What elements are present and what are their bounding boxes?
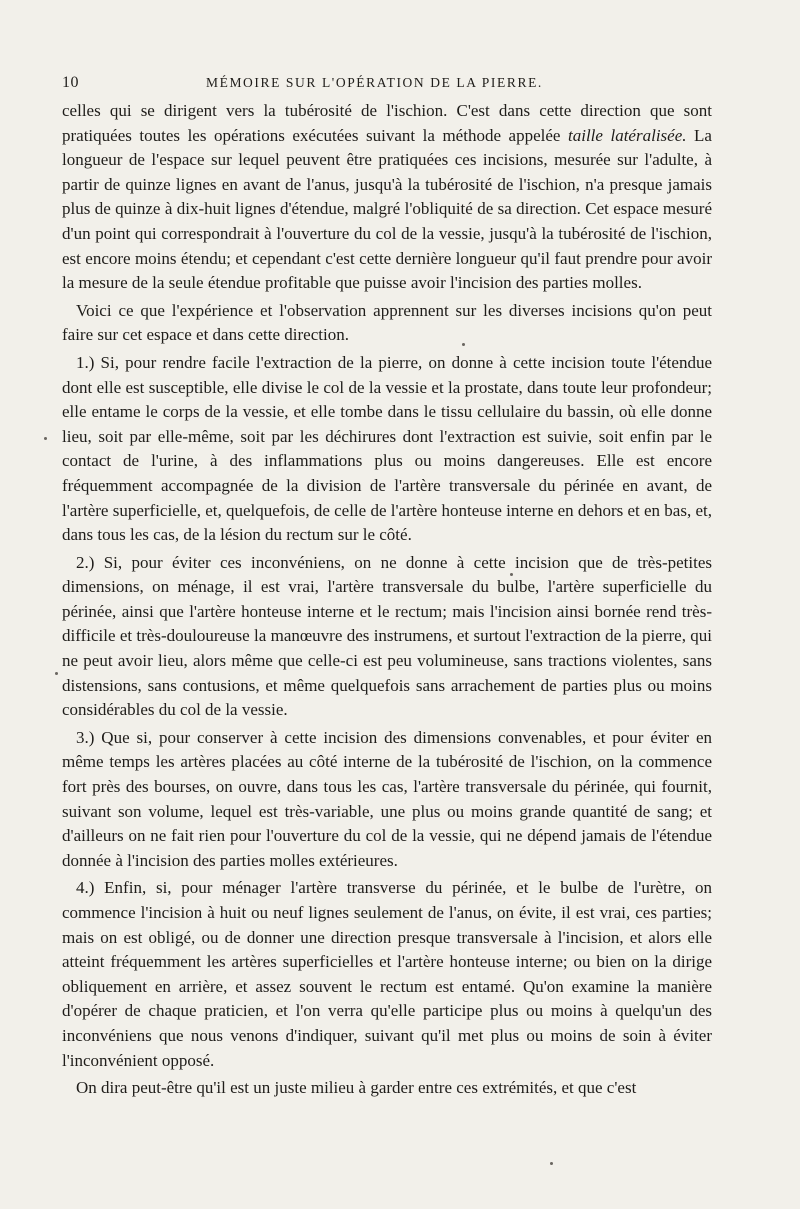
paragraph: Voici ce que l'expérience et l'observation apprennent sur les diverses incisions qu'on peut faire sur cet espace et dans cette direction. <box>62 300 712 345</box>
paragraph-text: La longueur de l'espace sur lequel peuvent être pratiquées ces incisions, mesurée sur l'adulte, à partir de quinze lignes en avant de l'anus, jusqu'à la tubérosité de l'ischion, n'a presque jamais plus de quinze à dix-huit lignes d'étendue, malgré l'obliquité de sa direction. Cet espace mesuré d'un point qui correspondrait à l'ouverture du col de la vessie, jusqu'à la tubérosité de l'ischion, est encore moins étendu; et cependant c'est cette dernière longueur qu'il faut prendre pour avoir la mesure de la seule étendue profitable que puisse avoir l'incision des parties molles. <box>62 125 712 293</box>
paragraph-text: celles qui se dirigent vers la tubérosité de l'ischion. C'est dans cette direction que sont pratiquées toutes les opérations exécutées suivant la méthode appelée <box>62 101 712 145</box>
paper-speck <box>462 343 465 346</box>
paragraph-continuation <box>62 99 712 296</box>
page-number: 10 <box>62 74 79 91</box>
paper-speck <box>55 672 58 675</box>
body-text <box>62 99 712 1104</box>
running-title: MÉMOIRE SUR L'OPÉRATION DE LA PIERRE. <box>206 75 543 90</box>
paragraph-item-4: 4.) Enfin, si, pour ménager l'artère transverse du périnée, et le bulbe de l'urètre, on commence l'incision à huit ou neuf lignes seulement de l'anus, on évite, il est vrai, ces parties; mais on est obligé, ou de donner une direction presque transversale à l'incision, et alors elle atteint fréquemment les artères superficielles et l'artère honteuse interne; ou bien on la dirige obliquement en arrière, et assez souvent le rectum est entamé. Qu'on examine la manière d'opérer de chaque praticien, et l'on verra qu'elle participe plus ou moins à quelqu'un des inconvéniens que nous venons d'indiquer, suivant qu'il met plus ou moins de soin à éviter l'inconvénient opposé. <box>62 878 712 1070</box>
paragraph-item-2: 2.) Si, pour éviter ces inconvéniens, on ne donne à cette incision que de très-petites dimensions, on ménage, il est vrai, l'artère transversale du bulbe, l'artère superficielle du périnée, ainsi que l'artère honteuse interne et le rectum; mais l'incision ainsi bornée rend très-difficile et très-douloureuse la manœuvre des instrumens, et surtout l'extraction de la pierre, qui ne peut avoir lieu, alors même que celle-ci est peu volumineuse, sans tractions violentes, sans distensions, sans contusions, et même quelquefois sans arrachement de parties plus ou moins considérables du col de la vessie. <box>62 552 712 720</box>
paragraph-last: On dira peut-être qu'il est un juste milieu à garder entre ces extrémités, et que c'est <box>76 1078 637 1098</box>
page-header <box>62 74 712 94</box>
paragraph-item-3: 3.) Que si, pour conserver à cette incision des dimensions convenables, et pour éviter en même temps les artères placées au côté interne de la tubérosité de l'ischion, on la commence fort près des bourses, on ouvre, dans tous les cas, l'artère transversale du périnée, qui fournit, suivant son volume, lequel est très-variable, une plus ou moins grande quantité de sang; et d'ailleurs on ne fait rien pour l'ouverture du col de la vessie, qui ne dépend jamais de l'étendue donnée à l'incision des parties molles extérieures. <box>62 727 712 870</box>
paper-speck <box>44 437 47 440</box>
paragraph-item-1: 1.) Si, pour rendre facile l'extraction de la pierre, on donne à cette incision toute l'étendue dont elle est susceptible, elle divise le col de la vessie et la prostate, dans toute leur profondeur; elle entame le corps de la vessie, et elle tombe dans le tissu cellulaire du bassin, où elle donne lieu, soit par elle-même, soit par les déchirures dont l'extraction est suivie, soit enfin par le contact de l'urine, à des inflammations plus ou moins dangereuses. Elle est encore fréquemment accompagnée de la division de l'artère transversale du périnée en avant, de l'artère superficielle, et, quelquefois, de celle de l'artère honteuse interne en dehors et en bas, et, dans tous les cas, de la lésion du rectum sur le côté. <box>62 352 712 545</box>
paper-speck <box>550 1162 553 1165</box>
paper-speck <box>510 573 513 576</box>
emphasis-text: taille latéralisée. <box>568 125 687 145</box>
